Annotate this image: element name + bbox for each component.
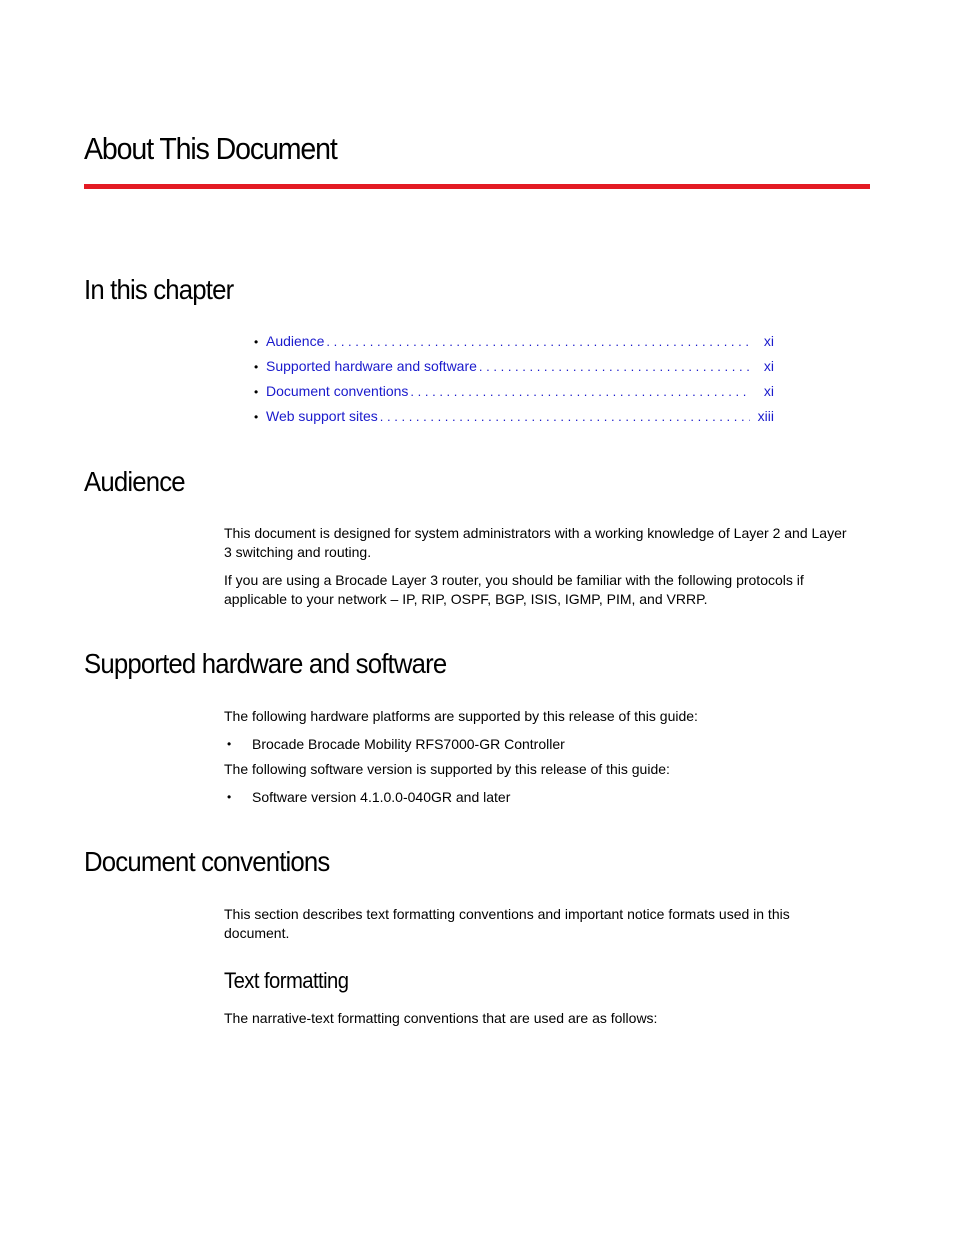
bullet-icon: • [227,790,232,804]
software-intro: The following software version is supported by this release of this guide: [224,761,670,777]
bullet-icon: • [254,410,259,424]
toc-page-number[interactable]: xi [763,333,774,349]
list-item [224,735,565,754]
toc-page-number[interactable]: xi [763,383,774,399]
hardware-list [224,735,565,754]
software-item: Software version 4.1.0.0-040GR and later [252,789,511,805]
toc-leader [326,332,750,352]
supported-heading: Supported hardware and software [84,648,447,679]
chapter-heading: In this chapter [84,274,234,305]
page-title: About This Document [84,131,337,166]
text-formatting-intro: The narrative-text formatting conventions that are used are as follows: [224,1010,658,1026]
toc-page-number[interactable]: xiii [757,408,774,424]
toc-leader [410,382,750,402]
conventions-intro: This section describes text formatting conventions and important notice formats used in this document. [224,906,790,941]
toc-page-number[interactable]: xi [763,358,774,374]
toc-link-audience[interactable]: Audience [266,333,325,349]
toc-item[interactable] [254,406,774,431]
audience-paragraph-1: This document is designed for system administrators with a working knowledge of Layer 2 and Layer 3 switching and routing. [224,525,847,560]
toc-link-supported[interactable]: Supported hardware and software [266,358,477,374]
hardware-item: Brocade Brocade Mobility RFS7000-GR Controller [252,736,565,752]
toc-item[interactable] [254,356,774,381]
chapter-toc [254,331,774,431]
bullet-icon: • [254,385,259,399]
toc-link-conventions[interactable]: Document conventions [266,383,409,399]
audience-heading: Audience [84,466,185,497]
conventions-heading: Document conventions [84,846,330,877]
toc-item[interactable] [254,381,774,406]
toc-link-web-support[interactable]: Web support sites [266,408,378,424]
bullet-icon: • [254,360,259,374]
list-item [224,788,510,807]
bullet-icon: • [254,335,259,349]
toc-leader [380,407,750,427]
bullet-icon: • [227,737,232,751]
toc-leader [479,357,750,377]
title-rule [84,184,870,189]
audience-paragraph-2: If you are using a Brocade Layer 3 router, you should be familiar with the following protocols if applicable to your network – IP, RIP, OSPF, BGP, ISIS, IGMP, PIM, and VRRP. [224,572,804,607]
software-list [224,788,510,807]
hardware-intro: The following hardware platforms are supported by this release of this guide: [224,708,698,724]
toc-item[interactable] [254,331,774,356]
text-formatting-heading: Text formatting [224,968,349,993]
